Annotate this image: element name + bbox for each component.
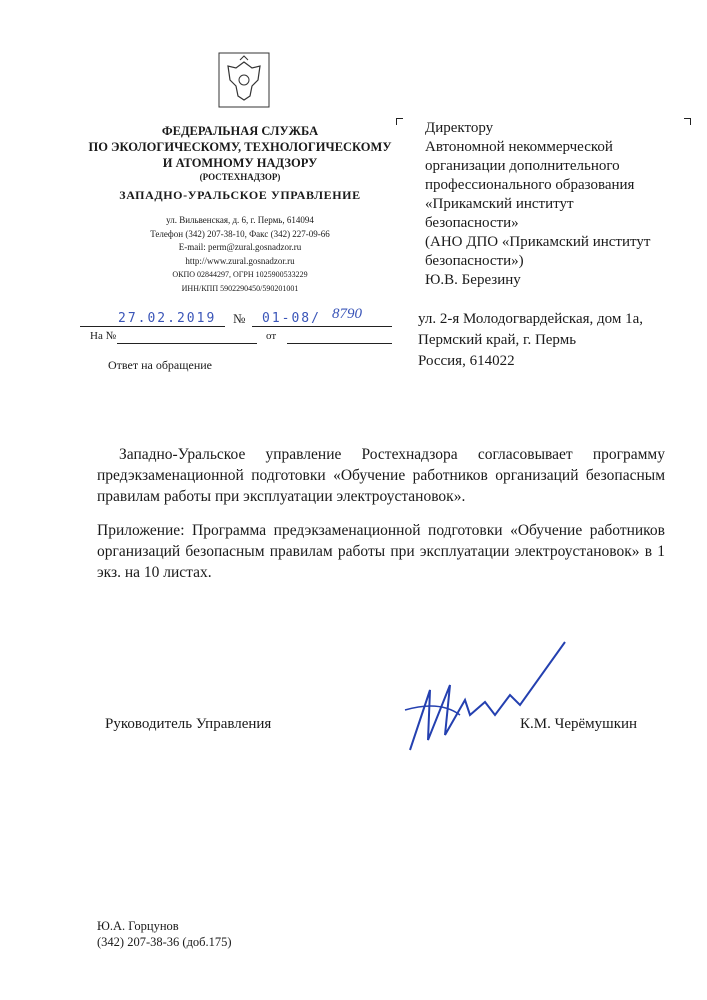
- from-line: [287, 343, 392, 344]
- corner-mark: [396, 118, 403, 125]
- from-label: от: [266, 330, 277, 342]
- handwritten-number: 8790: [332, 306, 362, 322]
- executor-name: Ю.А. Горцунов: [97, 919, 179, 933]
- address-line: Россия, 614022: [418, 353, 515, 369]
- recipient-line: (АНО ДПО «Прикамский институт: [425, 234, 651, 250]
- recipient-line: Автономной некоммерческой: [425, 139, 613, 155]
- number-label: №: [233, 311, 246, 326]
- attachment-paragraph: Приложение: Программа предэкзаменационной подготовки «Обучение работников организаций безопасным правилам работы при эксплуатации электроустановок» в 1 экз. на 10 листах.: [97, 522, 665, 581]
- org-line: И АТОМНОМУ НАДЗОРУ: [162, 156, 318, 170]
- number-line: [252, 326, 392, 327]
- contact-block: [80, 214, 400, 295]
- ref-line: [117, 343, 257, 344]
- recipient-address: [418, 309, 698, 372]
- body-paragraph: Западно-Уральское управление Ростехнадзора согласовывает программу предэкзаменационной подготовки «Обучение работников организаций безопасным правилам работы при эксплуатации электроустановок».: [97, 446, 665, 505]
- executor-phone: (342) 207-38-36 (доб.175): [97, 935, 232, 949]
- org-line: ФЕДЕРАЛЬНАЯ СЛУЖБА: [161, 124, 319, 138]
- handwritten-signature: [400, 640, 570, 760]
- address-line: Пермский край, г. Пермь: [418, 332, 577, 348]
- signer-position: Руководитель Управления: [105, 716, 272, 732]
- recipient-line: «Прикамский институт: [425, 196, 574, 212]
- coat-of-arms-emblem: [218, 52, 270, 108]
- okpo: ОКПО 02844297, ОГРН 1025900533229: [172, 270, 308, 279]
- division-name: ЗАПАДНО-УРАЛЬСКОЕ УПРАВЛЕНИЕ: [119, 188, 361, 202]
- phone: Телефон (342) 207-38-10, Факс (342) 227-09-66: [150, 228, 330, 239]
- signer-name: К.М. Черёмушкин: [520, 716, 638, 732]
- recipient-line: профессионального образования: [425, 177, 635, 193]
- inn: ИНН/КПП 5902290450/590201001: [181, 283, 299, 293]
- subject: Ответ на обращение: [108, 358, 212, 372]
- recipient-line: Ю.В. Березину: [425, 272, 521, 288]
- org-line: ПО ЭКОЛОГИЧЕСКОМУ, ТЕХНОЛОГИЧЕСКОМУ: [88, 140, 392, 154]
- recipient-line: безопасности»: [425, 215, 519, 231]
- recipient-line: безопасности»): [425, 253, 524, 269]
- recipient-line: Директору: [425, 120, 494, 136]
- address: ул. Вильвенская, д. 6, г. Пермь, 614094: [166, 215, 314, 225]
- address-line: ул. 2-я Молодогвардейская, дом 1а,: [418, 311, 644, 327]
- registration-number: 01-08/: [262, 311, 321, 326]
- date-line: [80, 326, 225, 327]
- registration-date: 27.02.2019: [118, 311, 217, 326]
- org-short: (РОСТЕХНАДЗОР): [199, 172, 281, 182]
- ref-label: На №: [90, 330, 117, 342]
- email: E-mail: perm@zural.gosnadzor.ru: [178, 242, 302, 252]
- website: http://www.zural.gosnadzor.ru: [185, 255, 295, 266]
- executor-block: [97, 918, 232, 950]
- recipient-block: [425, 119, 695, 290]
- recipient-line: организации дополнительного: [425, 158, 620, 174]
- org-name: [80, 123, 400, 171]
